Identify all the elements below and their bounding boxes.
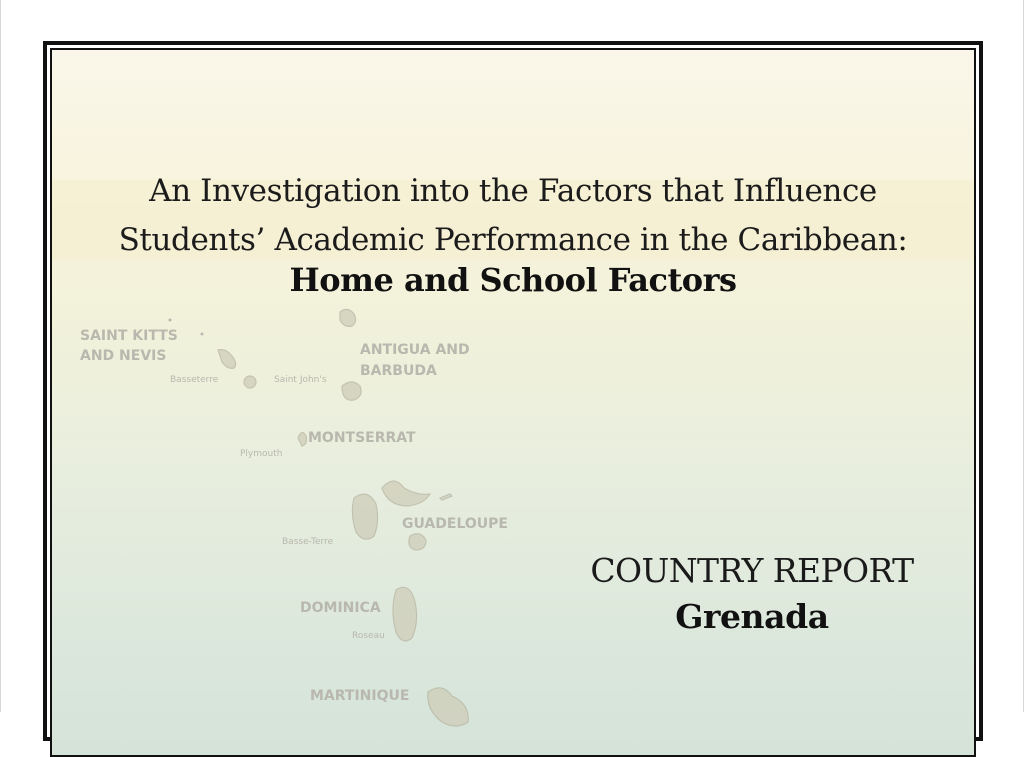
map-label-guadeloupe: GUADELOUPE [402,516,508,532]
map-label-antigua-1: ANTIGUA AND [360,342,470,358]
island-dominica [393,587,417,641]
island-la-desirade [440,494,452,500]
map-label-saint-johns: Saint John's [274,375,327,385]
island-guadeloupe-east [382,481,430,506]
country-name: Grenada [675,597,829,636]
map-label-saint-kitts-2: AND NEVIS [80,348,167,364]
island-nevis [244,376,256,388]
map-label-dominica: DOMINICA [300,600,381,616]
title-line-2: Students’ Academic Performance in the Caribbean: [118,222,908,258]
title-line-1: An Investigation into the Factors that Influence [149,173,877,209]
map-dot-kitts [201,333,204,336]
cover-panel [50,48,976,757]
map-dot-kitts-2 [169,319,172,322]
map-label-roseau: Roseau [352,631,385,641]
map-label-basse-terre: Basse-Terre [282,537,334,547]
island-guadeloupe-west [352,494,377,539]
island-antigua [342,382,361,400]
island-martinique [428,688,468,726]
map-label-antigua-2: BARBUDA [360,363,437,379]
caribbean-map [52,50,976,750]
island-saint-kitts [218,350,236,369]
double-border-frame [43,41,983,741]
document-subtitle: Home and School Factors [289,261,737,299]
island-barbuda [340,309,356,326]
map-label-basseterre: Basseterre [170,375,219,385]
report-label: COUNTRY REPORT [590,551,914,590]
map-label-saint-kitts-1: SAINT KITTS [80,328,178,344]
document-title [52,167,974,265]
island-montserrat [298,432,307,446]
map-label-martinique: MARTINIQUE [310,688,410,704]
map-label-plymouth: Plymouth [240,449,283,459]
island-marie-galante [409,534,426,550]
map-label-montserrat: MONTSERRAT [308,430,416,446]
country-report-block [572,548,932,640]
